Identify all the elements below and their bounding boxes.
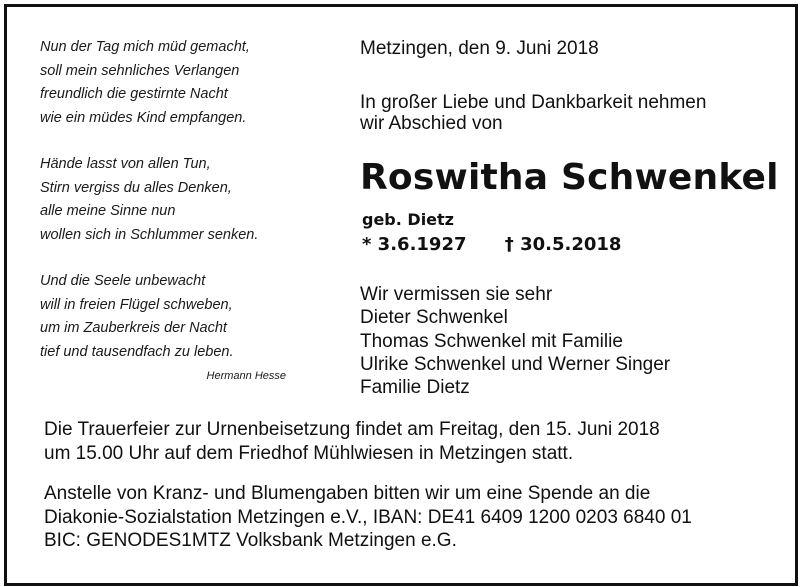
place-date: Metzingen, den 9. Juni 2018 <box>360 38 599 59</box>
ceremony-info <box>44 418 764 466</box>
poem-line: um im Zauberkreis der Nacht <box>40 320 227 336</box>
mourner-line: Thomas Schwenkel mit Familie <box>360 330 623 352</box>
birth-date: * 3.6.1927 <box>362 234 467 255</box>
poem-line: wie ein müdes Kind empfangen. <box>40 109 247 126</box>
deceased-name: Roswitha Schwenkel <box>360 157 779 198</box>
poem-line: Hände lasst von allen Tun, <box>40 156 211 172</box>
intro-line: wir Abschied von <box>360 113 503 134</box>
life-dates <box>362 234 621 255</box>
intro-line: In großer Liebe und Dankbarkeit nehmen <box>360 92 707 113</box>
poem-line: Nun der Tag mich müd gemacht, <box>40 39 250 55</box>
death-date: † 30.5.2018 <box>504 234 622 255</box>
poem-line: wollen sich in Schlummer senken. <box>40 226 259 243</box>
poem-line: Stirn vergiss du alles Denken, <box>40 179 232 196</box>
intro-text <box>360 92 706 134</box>
mourner-line: Dieter Schwenkel <box>360 307 508 329</box>
poem-line: freundlich die gestirnte Nacht <box>40 86 228 102</box>
poem <box>40 36 310 387</box>
poem-line: soll mein sehnliches Verlangen <box>40 62 240 79</box>
donation-line: Diakonie-Sozialstation Metzingen e.V., IBAN: DE41 6409 1200 0203 6840 01 <box>44 506 692 528</box>
donation-line: Anstelle von Kranz- und Blumengaben bitten wir um eine Spende an die <box>44 483 651 504</box>
poem-stanza-1 <box>40 36 310 130</box>
mourners-list <box>360 283 670 399</box>
poem-stanza-2 <box>40 153 310 247</box>
poem-line: alle meine Sinne nun <box>40 203 176 219</box>
poem-line: Und die Seele unbewacht <box>40 273 206 289</box>
ceremony-line: um 15.00 Uhr auf dem Friedhof Mühlwiesen in Metzingen statt. <box>44 443 574 464</box>
poem-stanza-3 <box>40 270 310 364</box>
mourner-line: Wir vermissen sie sehr <box>360 284 553 305</box>
poem-line: tief und tausendfach zu leben. <box>40 343 234 360</box>
poem-line: will in freien Flügel schweben, <box>40 296 233 313</box>
ceremony-line: Die Trauerfeier zur Urnenbeisetzung findet am Freitag, den 15. Juni 2018 <box>44 419 660 440</box>
donation-line: BIC: GENODES1MTZ Volksbank Metzingen e.G. <box>44 530 457 551</box>
maiden-name: geb. Dietz <box>362 210 454 229</box>
mourner-line: Familie Dietz <box>360 377 470 399</box>
donation-info <box>44 482 784 553</box>
mourner-line: Ulrike Schwenkel und Werner Singer <box>360 353 671 375</box>
poem-author: Hermann Hesse <box>206 370 286 382</box>
